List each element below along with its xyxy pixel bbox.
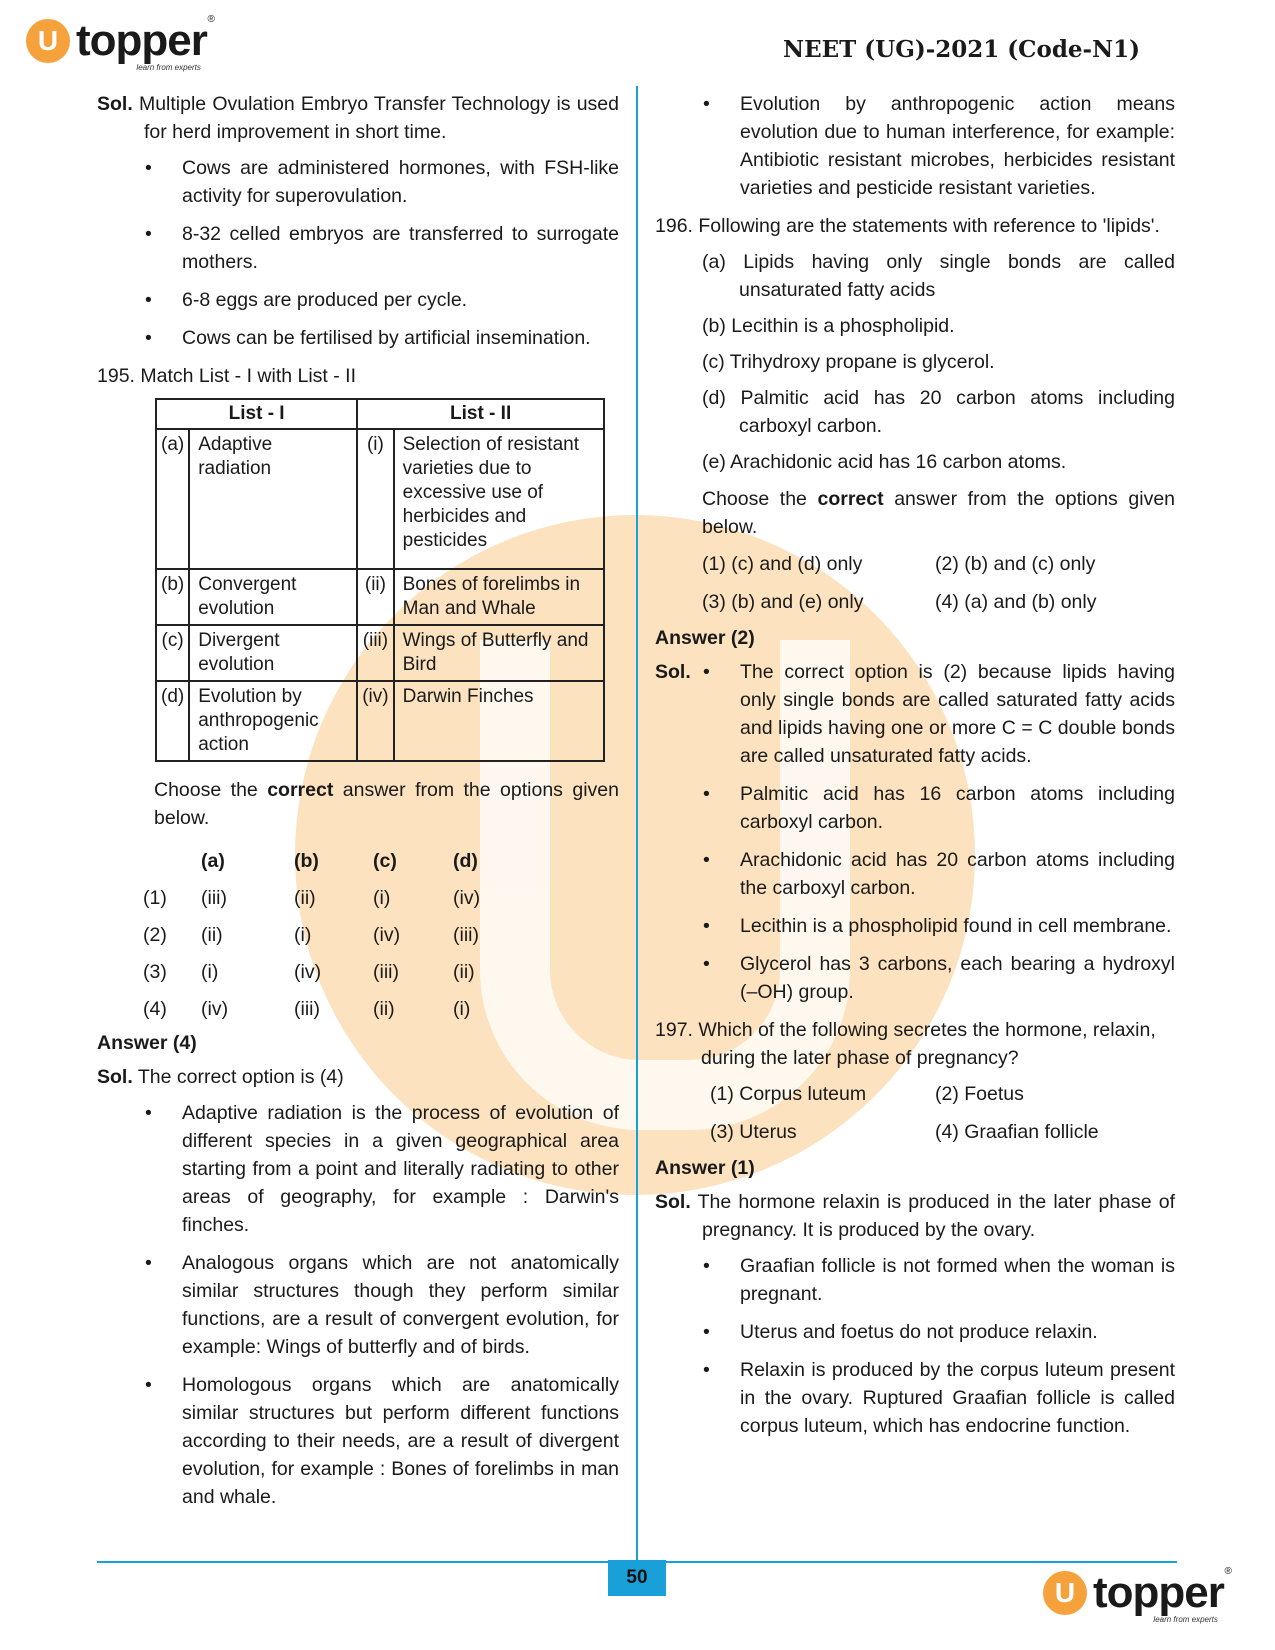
list-item: • The correct option is (2) because lipids having only single bonds are called saturated fatty acids and lipids having one or more C = C double bonds are called unsaturated fatty acids. <box>740 658 1175 770</box>
logo-tagline: learn from experts <box>1153 1615 1218 1624</box>
choose-instruction: Choose the correct answer from the options given below. <box>702 488 1176 538</box>
option-row: (1) (iii) (ii) (i) (iv) <box>143 886 481 909</box>
solution-196: Sol. • The correct option is (2) because lipids having only single bonds are called saturated fatty acids and lipids having one or more C = C double bonds are called unsaturated fatty acids. • Palmitic acid has 16 carbon atoms including carboxyl carbon. • Arachidonic acid has 20 carbon atoms including the carboxyl carbon. • Lecithin is a phospholipid found in cell membrane. • Glycerol has 3 carbons, each bearing a hydroxyl (–OH) group. <box>655 658 1175 1016</box>
options-195 <box>143 842 619 1027</box>
list-item: • 8-32 celled embryos are transferred to surrogate mothers. <box>182 220 619 276</box>
list-item: • Uterus and foetus do not produce relaxin. <box>740 1318 1175 1346</box>
option: (1) (c) and (d) only <box>702 553 863 575</box>
solution-197-bullets <box>655 1252 1175 1440</box>
statement: (e) Arachidonic acid has 16 carbon atoms. <box>702 451 1067 473</box>
option: (4) Graafian follicle <box>935 1121 1099 1143</box>
option: (1) Corpus luteum <box>710 1083 867 1105</box>
option: (2) Foetus <box>935 1083 1024 1105</box>
table-row: (c) Divergent evolution (iii) Wings of Butterfly and Bird <box>156 625 604 681</box>
solution-194: Sol. Multiple Ovulation Embryo Transfer Technology is used for herd improvement in short time. <box>97 93 619 143</box>
left-column <box>97 90 619 1521</box>
logo-tagline: learn from experts <box>136 63 201 72</box>
option-row: (2) (ii) (i) (iv) (iii) <box>143 923 479 946</box>
answer-197: Answer (1) <box>655 1157 755 1179</box>
header-logo <box>26 14 215 72</box>
question-195: 195. Match List - I with List - II <box>97 365 357 387</box>
list-item: • Graafian follicle is not formed when the woman is pregnant. <box>740 1252 1175 1308</box>
question-196: 196. Following are the statements with reference to 'lipids'. <box>655 215 1160 237</box>
solution-195: Sol. The correct option is (4) <box>97 1066 344 1088</box>
list-item: • Analogous organs which are not anatomically similar structures though they perform similar functions, are a result of convergent evolution, for example: Wings of butterfly and of birds. <box>182 1249 619 1361</box>
logo-registered: ® <box>207 14 215 25</box>
solution-196-bullets <box>702 658 1175 1016</box>
list-item: • Adaptive radiation is the process of evolution of different species in a given geographical area starting from a point and literally radiating to other areas of geography, for example : Darwin's finches. <box>182 1099 619 1239</box>
option-row: (3) (i) (iv) (iii) (ii) <box>143 960 475 983</box>
question-197: 197. Which of the following secretes the hormone, relaxin, during the later phase of pregnancy? <box>655 1019 1156 1069</box>
options-197 <box>655 1080 1175 1146</box>
page-number: 50 <box>608 1560 666 1596</box>
table-row: (d) Evolution by anthropogenic action (iv) Darwin Finches <box>156 681 604 761</box>
statement: (c) Trihydroxy propane is glycerol. <box>702 351 995 373</box>
answer-195: Answer (4) <box>97 1032 197 1054</box>
list-item: • Glycerol has 3 carbons, each bearing a hydroxyl (–OH) group. <box>740 950 1175 1006</box>
list-item: • Cows are administered hormones, with FSH-like activity for superovulation. <box>182 154 619 210</box>
solution-194-bullets <box>97 154 619 352</box>
logo-badge-icon: U <box>1043 1571 1087 1615</box>
option: (4) (a) and (b) only <box>935 591 1097 613</box>
list-1-header: List - I <box>156 399 357 429</box>
table-header <box>156 399 604 429</box>
solution-195-bullets <box>97 1099 619 1511</box>
right-column <box>655 90 1175 1450</box>
list-item: • Lecithin is a phospholipid found in cell membrane. <box>740 912 1175 940</box>
list-2-header: List - II <box>357 399 604 429</box>
solution-197: Sol. The hormone relaxin is produced in the later phase of pregnancy. It is produced by the ovary. <box>655 1191 1175 1241</box>
table-row: (a) Adaptive radiation (i) Selection of resistant varieties due to excessive use of herbicides and pesticides <box>156 429 604 569</box>
anthropogenic-bullets <box>655 90 1175 202</box>
statement: (a) Lipids having only single bonds are called unsaturated fatty acids <box>702 251 1175 301</box>
match-table <box>155 398 605 762</box>
choose-instruction: Choose the correct answer from the options given below. <box>154 779 619 829</box>
question-196-statements <box>655 248 1175 476</box>
list-item: • Cows can be fertilised by artificial insemination. <box>182 324 619 352</box>
statement: (d) Palmitic acid has 20 carbon atoms including carboxyl carbon. <box>702 387 1175 437</box>
logo-registered: ® <box>1224 1566 1232 1577</box>
logo-text: topper <box>76 16 207 65</box>
option: (2) (b) and (c) only <box>935 553 1096 575</box>
list-item: • 6-8 eggs are produced per cycle. <box>182 286 619 314</box>
option-row: (4) (iv) (iii) (ii) (i) <box>143 997 471 1020</box>
option: (3) (b) and (e) only <box>702 591 864 613</box>
list-item: • Evolution by anthropogenic action means evolution due to human interference, for example: Antibiotic resistant microbes, herbicides resistant varieties and pesticide resistant varieties. <box>740 90 1175 202</box>
logo-badge-icon: U <box>26 19 70 63</box>
statement: (b) Lecithin is a phospholipid. <box>702 315 955 337</box>
logo-text: topper <box>1093 1568 1224 1617</box>
exam-title: NEET (UG)-2021 (Code-N1) <box>783 36 1140 63</box>
list-item: • Homologous organs which are anatomically similar structures but perform different functions according to their needs, are a result of divergent evolution, for example : Bones of forelimbs in man and whale. <box>182 1371 619 1511</box>
list-item: • Palmitic acid has 16 carbon atoms including carboxyl carbon. <box>740 780 1175 836</box>
options-196 <box>655 550 1175 616</box>
option: (3) Uterus <box>710 1121 797 1143</box>
list-item: • Arachidonic acid has 20 carbon atoms including the carboxyl carbon. <box>740 846 1175 902</box>
column-divider <box>636 86 638 1561</box>
table-row: (b) Convergent evolution (ii) Bones of forelimbs in Man and Whale <box>156 569 604 625</box>
answer-196: Answer (2) <box>655 627 755 649</box>
list-item: • Relaxin is produced by the corpus luteum present in the ovary. Ruptured Graafian follicle is called corpus luteum, which has endocrine function. <box>740 1356 1175 1440</box>
footer-logo <box>1043 1566 1232 1624</box>
options-header: (a) (b) (c) (d) <box>201 849 478 872</box>
